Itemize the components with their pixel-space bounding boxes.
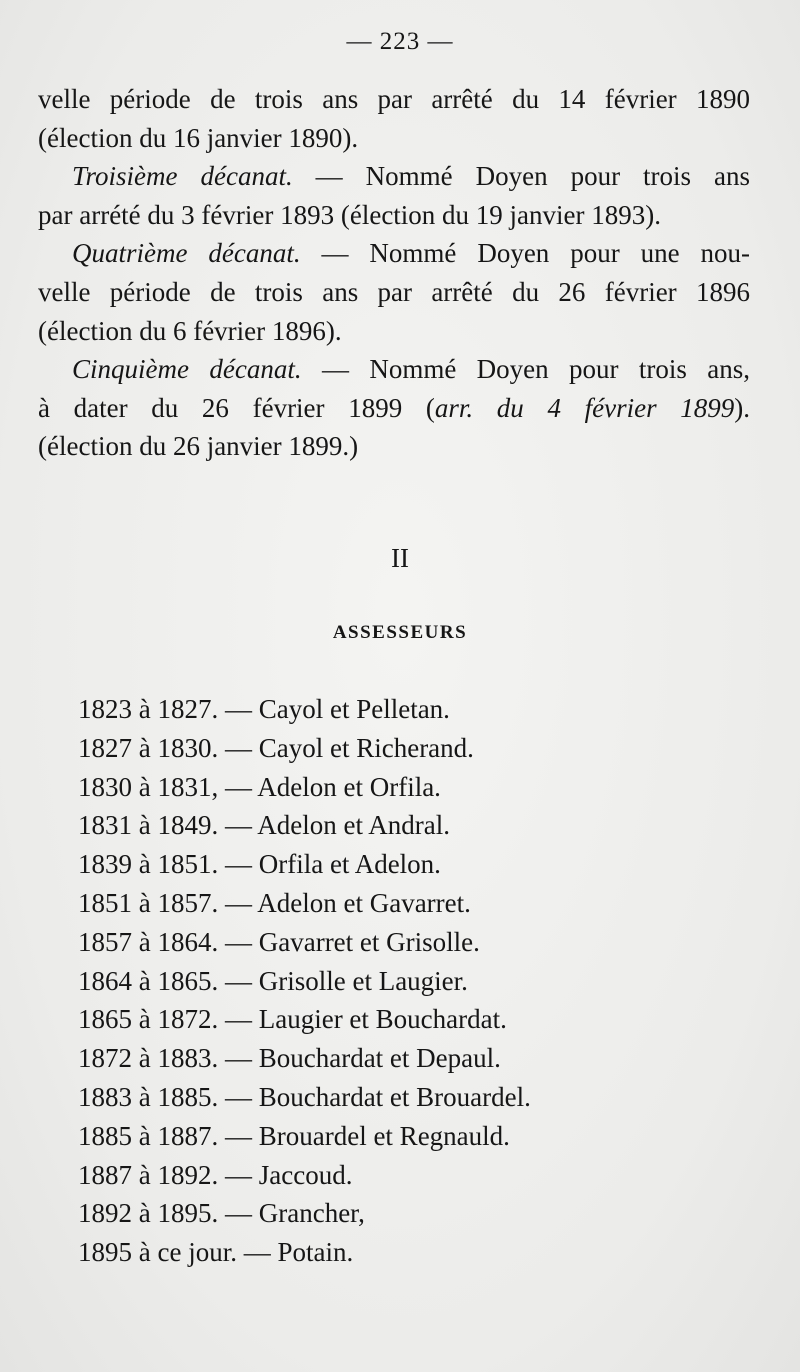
section-numeral: II [391,543,409,573]
paragraph-title: Quatrième décanat. [72,238,301,269]
list-item: 1883 à 1885. — Bouchardat et Brouardel. [78,1081,531,1112]
text-line: velle période de trois ans par arrêté du 26 février 1896 [38,276,750,307]
text-span: ). [734,392,750,423]
paragraph-title: Troisième décanat. [72,161,293,192]
page-number: — 223 — [346,28,454,55]
list-item: 1823 à 1827. — Cayol et Pelletan. [78,694,450,724]
section-heading: ASSESSEURS [332,622,468,643]
list-item: 1830 à 1831, — Adelon et Orfila. [78,771,441,802]
list-item: 1865 à 1872. — Laugier et Bouchardat. [78,1004,507,1035]
list-item: 1872 à 1883. — Bouchardat et Depaul. [78,1043,501,1074]
text-line: (élection du 26 janvier 1899.) [38,431,359,462]
list-item: 1864 à 1865. — Grisolle et Laugier. [78,965,468,996]
text-line: velle période de trois ans par arrêté du 14 février 1890 [38,84,750,114]
text-line: (élection du 16 janvier 1890). [38,122,359,153]
assesseurs-list [78,690,718,1272]
paragraph-troisieme-decanat [38,157,750,196]
list-item: 1895 à ce jour. — Potain. [78,1237,354,1268]
text-line: par arrété du 3 février 1893 (élection du 19 janvier 1893). [38,199,662,230]
text-span: — Nommé Doyen pour trois ans, [301,354,751,385]
paragraph-cinquieme-decanat [38,350,750,389]
text-line [38,389,750,428]
paragraph-title: Cinquième décanat. [72,354,302,385]
decanat-text [38,80,750,466]
list-item: 1892 à 1895. — Grancher, [78,1198,365,1229]
text-span: — Nommé Doyen pour trois ans [292,161,750,192]
list-item: 1831 à 1849. — Adelon et Andral. [78,810,450,841]
list-item: 1885 à 1887. — Brouardel et Regnauld. [78,1120,510,1151]
list-item: 1887 à 1892. — Jaccoud. [78,1159,353,1190]
paragraph-quatrieme-decanat [38,234,750,273]
text-line: (élection du 6 février 1896). [38,315,342,346]
list-item: 1827 à 1830. — Cayol et Richerand. [78,732,474,763]
list-item: 1851 à 1857. — Adelon et Gavarret. [78,887,471,918]
list-item: 1839 à 1851. — Orfila et Adelon. [78,849,441,880]
list-item: 1857 à 1864. — Gavarret et Grisolle. [78,926,480,957]
text-span-italic: arr. du 4 février 1899 [434,392,735,423]
text-span: à dater du 26 février 1899 ( [38,392,435,423]
text-span: — Nommé Doyen pour une nou- [300,238,750,269]
